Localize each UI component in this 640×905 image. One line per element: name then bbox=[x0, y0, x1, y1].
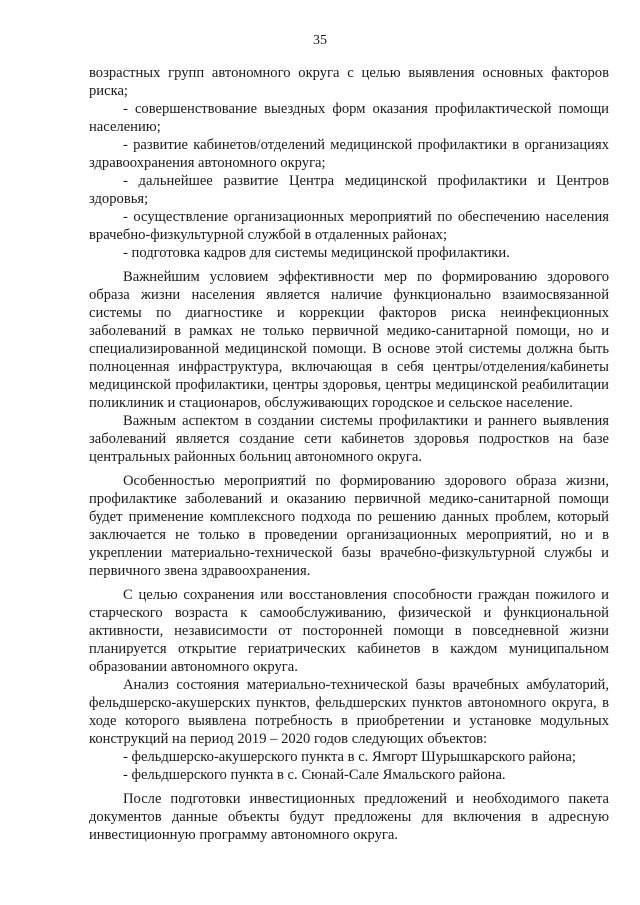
list-item: - подготовка кадров для системы медицинской профилактики. bbox=[123, 245, 510, 261]
list-item: - фельдшерско-акушерского пункта в с. Ямгорт Шурышкарского района; bbox=[123, 749, 576, 765]
paragraph: Важнейшим условием эффективности мер по формированию здорового образа жизни населения является наличие функционально взаимосвязанной системы по диагностике и коррекции факторов риска неинфекционных заболеваний в рамках не только первичной медико-санитарной помощи, но и специализированной медицинской помощи. В основе этой системы должна быть полноценная инфраструктура, включающая в себя центры/отделения/кабинеты медицинской профилактики, центры здоровья, центры медицинской реабилитации поликлиник и стационаров, обслуживающих городское и сельское население. bbox=[89, 269, 609, 411]
page-number: 35 bbox=[313, 33, 327, 48]
paragraph: После подготовки инвестиционных предложений и необходимого пакета документов данные объекты будут предложены для включения в адресную инвестиционную программу автономного округа. bbox=[89, 791, 609, 843]
list-item: - осуществление организационных мероприятий по обеспечению населения врачебно-физкультурной службой в отдаленных районах; bbox=[89, 209, 609, 243]
paragraph-continuation: возрастных групп автономного округа с целью выявления основных факторов риска; bbox=[89, 65, 609, 99]
list-item: - совершенствование выездных форм оказания профилактической помощи населению; bbox=[89, 101, 609, 135]
list-item: - фельдшерского пункта в с. Сюнай-Сале Ямальского района. bbox=[123, 767, 506, 783]
paragraph: С целью сохранения или восстановления способности граждан пожилого и старческого возраста к самообслуживанию, физической и функциональной активности, независимости от посторонней помощи в повседневной жизни планируется открытие гериатрических кабинетов в каждом муниципальном образовании автономного округа. bbox=[89, 587, 609, 675]
list-item: - дальнейшее развитие Центра медицинской профилактики и Центров здоровья; bbox=[89, 173, 609, 207]
document-body bbox=[89, 64, 609, 844]
paragraph: Особенностью мероприятий по формированию здорового образа жизни, профилактике заболеваний и оказанию первичной медико-санитарной помощи будет применение комплексного подхода по решению данных проблем, который заключается не только в проведении организационных мероприятий, но и в укреплении материально-технической базы врачебно-физкультурной службы и первичного звена здравоохранения. bbox=[89, 473, 609, 579]
paragraph: Анализ состояния материально-технической базы врачебных амбулаторий, фельдшерско-акушерских пунктов, фельдшерских пунктов автономного округа, в ходе которого выявлена потребность в приобретении и установке модульных конструкций на период 2019 – 2020 годов следующих объектов: bbox=[89, 677, 609, 747]
paragraph: Важным аспектом в создании системы профилактики и раннего выявления заболеваний является создание сети кабинетов здоровья подростков на базе центральных районных больниц автономного округа. bbox=[89, 413, 609, 465]
list-item: - развитие кабинетов/отделений медицинской профилактики в организациях здравоохранения автономного округа; bbox=[89, 137, 609, 171]
